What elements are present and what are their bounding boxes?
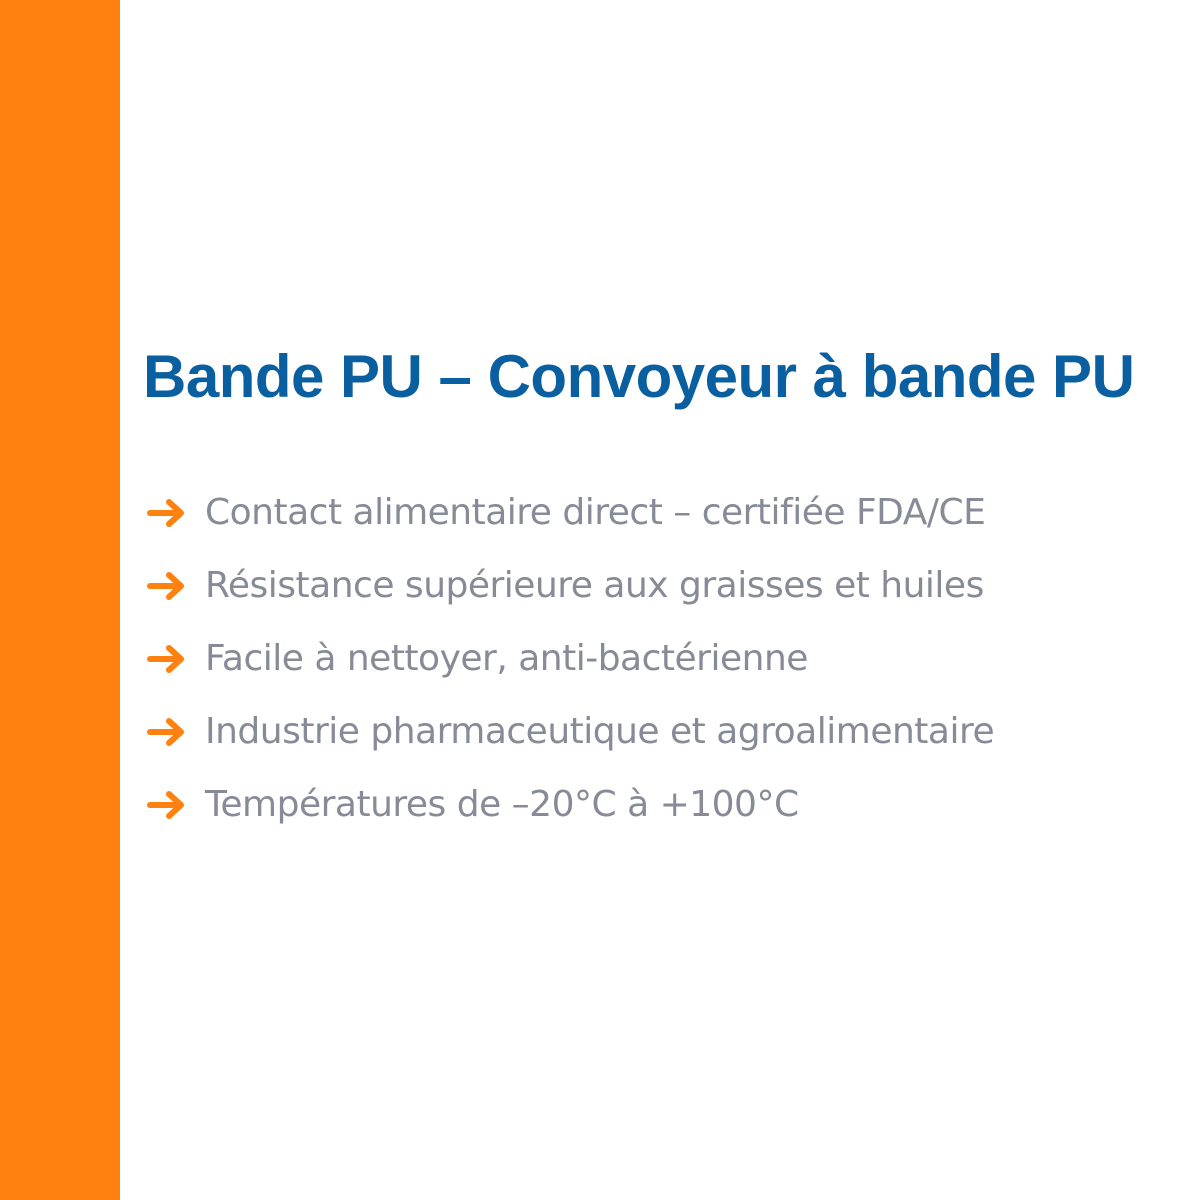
list-item xyxy=(143,476,1183,549)
arrow-right-icon xyxy=(147,717,193,747)
feature-text: Contact alimentaire direct – certifiée FDA/CE xyxy=(205,491,986,533)
arrow-right-icon xyxy=(147,644,193,674)
arrow-right-icon xyxy=(147,790,193,820)
list-item xyxy=(143,549,1183,622)
list-item xyxy=(143,622,1183,695)
feature-list xyxy=(143,476,1183,841)
feature-text: Facile à nettoyer, anti-bactérienne xyxy=(205,637,808,679)
list-item xyxy=(143,768,1183,841)
feature-text: Résistance supérieure aux graisses et huiles xyxy=(205,564,984,606)
orange-side-bar xyxy=(0,0,120,1200)
arrow-right-icon xyxy=(147,571,193,601)
feature-text: Températures de –20°C à +100°C xyxy=(205,783,799,825)
list-item xyxy=(143,695,1183,768)
feature-text: Industrie pharmaceutique et agroalimentaire xyxy=(205,710,995,752)
page-title: Bande PU – Convoyeur à bande PU xyxy=(143,343,1135,410)
arrow-right-icon xyxy=(147,498,193,528)
content-area xyxy=(143,338,1183,841)
